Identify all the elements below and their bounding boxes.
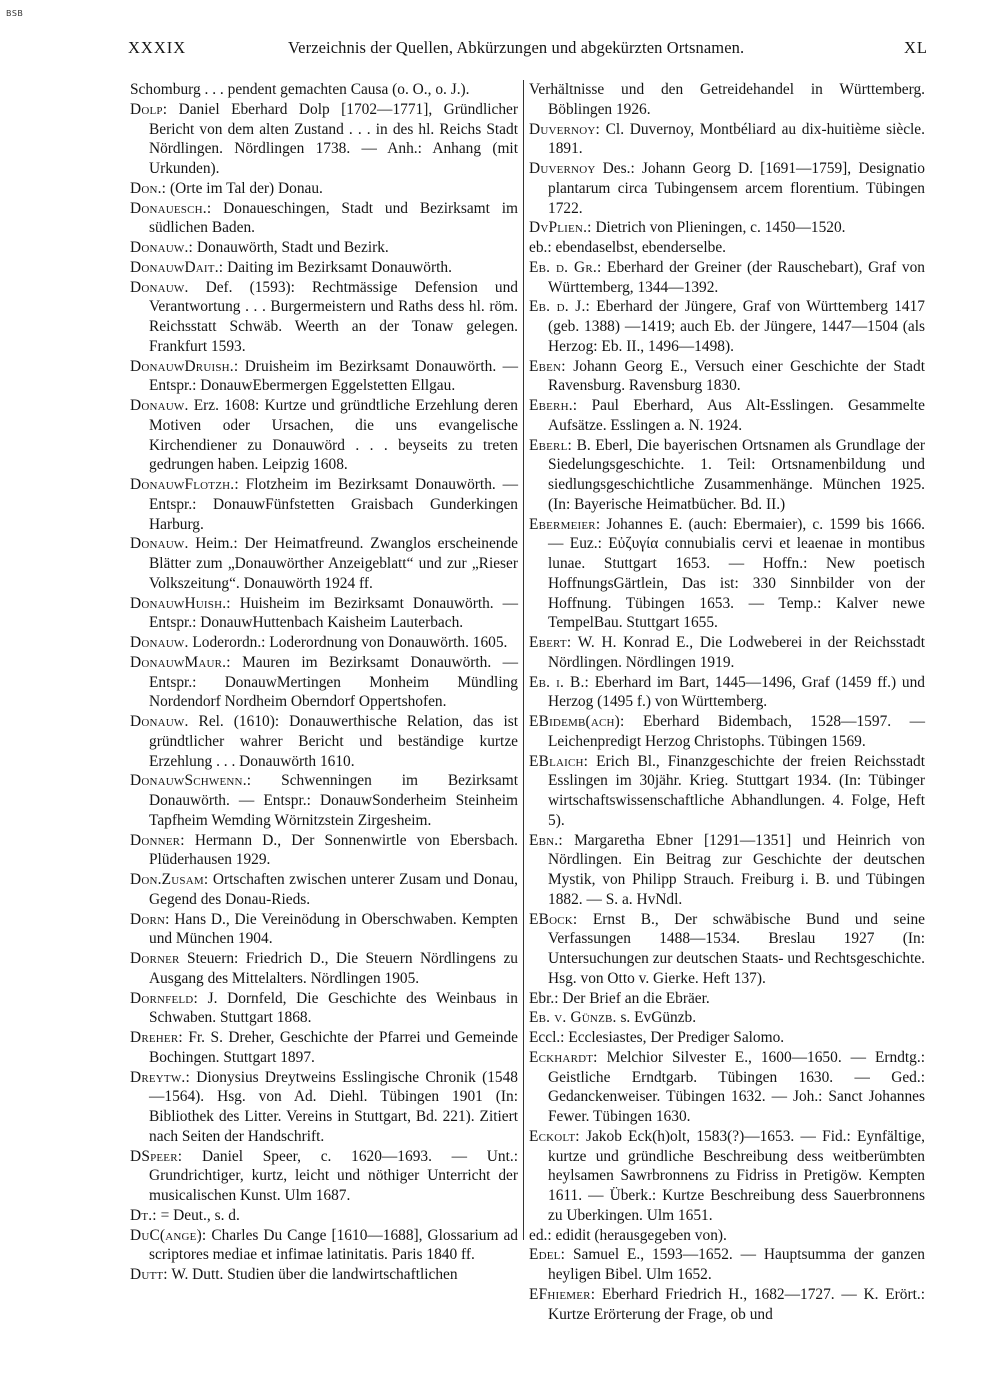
entry-abbreviation: Eb. d. J.: xyxy=(529,298,590,316)
entry-text: Daiting im Bezirksamt Donauwörth. xyxy=(223,258,452,276)
index-entry xyxy=(130,1226,518,1266)
entry-abbreviation: Ebn.: xyxy=(529,831,563,849)
entry-abbreviation: Duvernoy xyxy=(529,160,596,177)
index-entry xyxy=(130,653,518,712)
library-stamp: BSB xyxy=(6,9,24,18)
index-entry xyxy=(529,989,925,1009)
page-header xyxy=(128,38,928,60)
entry-abbreviation: Donauw. xyxy=(130,713,189,730)
entry-text: Cl. Duvernoy, Montbéliard au dix-huitième siècle. 1891. xyxy=(548,120,925,158)
entry-text: Erz. 1608: Kurtze und gründtliche Erzehlung deren Motiven oder Ursachen, die uns evangelische Kirchendiener zu Donauwörd . . . beyseits zu treten gedrungen haben. Leipzig 1608. xyxy=(149,397,518,474)
index-entry xyxy=(130,633,518,653)
index-entry xyxy=(529,80,925,120)
index-entry xyxy=(130,396,518,475)
entry-text: Hans D., Die Vereinödung in Oberschwaben. Kempten und München 1904. xyxy=(149,910,518,948)
entry-abbreviation: Donauw. xyxy=(130,397,189,414)
entry-text: Druisheim im Bezirksamt Donauwörth. — Entspr.: DonauwEbermergen Eggelstetten Ellgau. xyxy=(149,357,518,395)
entry-text: Charles Du Cange [1610—1688], Glossarium ad scriptores mediae et infimae latinitatis. Paris 1840 ff. xyxy=(149,1226,518,1264)
entry-abbreviation: Ebermeier: xyxy=(529,515,601,533)
entry-text: Eberhard Friedrich H., 1682—1727. — K. Erört.: Kurtze Erörterung der Frage, ob und xyxy=(548,1285,925,1323)
entry-abbreviation: Don.: xyxy=(130,179,167,197)
index-entry xyxy=(529,436,925,515)
index-entry xyxy=(529,1285,925,1325)
entry-text: Donauwörth, Stadt und Bezirk. xyxy=(193,239,389,256)
index-entry xyxy=(529,712,925,752)
entry-text: Donaueschingen, Stadt und Bezirksamt im südlichen Baden. xyxy=(149,199,518,237)
running-title: Verzeichnis der Quellen, Abkürzungen und abgekürzten Ortsnamen. xyxy=(288,38,745,57)
entry-abbreviation: Eberl: xyxy=(529,436,572,454)
entry-text: Mauren im Bezirksamt Donauwörth. — Entspr.: DonauwMertingen Monheim Mündling Nordendorf Nordheim Oberndorf Oppertshofen. xyxy=(149,653,518,711)
index-entry xyxy=(130,870,518,910)
entry-text: W. Dutt. Studien über die landwirtschaftlichen xyxy=(167,1266,458,1283)
entry-abbreviation: Don.Zusam: xyxy=(130,871,209,888)
entry-text: Johannes E. (auch: Ebermaier), c. 1599 bis 1666. — Euz.: Εὐζυγία connubialis cervi et leaenae in montibus lunae. Stuttgart 1653. — Hoffn.: New poetisch HoffnungsGärtlein, Das ist: 330 Sinnbilder von der Hoffnung. Tübingen 1653. — Temp.: Kalver newe TempelBau. Stuttgart 1655. xyxy=(548,515,925,632)
entry-abbreviation: Dornfeld: xyxy=(130,989,198,1007)
entry-text: Schomburg . . . pendent gemachten Causa (o. O., o. J.). xyxy=(130,81,470,98)
entry-text: Eberhard der Jüngere, Graf von Württemberg 1417 (geb. 1388) —1419; auch Eb. der Jüngere, 1447—1504 (als Herzog: Eb. II., 1496—1498). xyxy=(548,298,925,355)
index-entry xyxy=(529,357,925,397)
entry-abbreviation: Eb. i. B.: xyxy=(529,673,589,691)
entry-text: Eccl.: Ecclesiastes, Der Prediger Salomo. xyxy=(529,1029,785,1046)
entry-text: Steuern: Friedrich D., Die Steuern Nördlingens zu Ausgang des Mittelalters. Nördlingen 1905. xyxy=(149,950,518,987)
index-entry xyxy=(130,258,518,278)
entry-text: Des.: Johann Georg D. [1691—1759], Designatio plantarum circa Tubingensem arcem florentium. Tübingen 1722. xyxy=(548,160,925,217)
entry-text: Eberhard der Greiner (der Rauschebart), Graf von Württemberg, 1344—1392. xyxy=(548,258,925,296)
entry-abbreviation: Dreher: xyxy=(130,1029,183,1046)
entry-text: Fr. S. Dreher, Geschichte der Pfarrei und Gemeinde Bochingen. Stuttgart 1897. xyxy=(149,1029,518,1066)
index-entry xyxy=(529,297,925,356)
entry-text: Rel. (1610): Donauwerthische Relation, das ist gründtlicher wahrer Bericht und beständige kurtze Erzehlung . . . Donauwörth 1610. xyxy=(149,713,518,770)
entry-abbreviation: Donauw. xyxy=(130,535,189,553)
column-divider xyxy=(523,80,524,1240)
entry-text: Daniel Eberhard Dolp [1702—1771], Gründlicher Bericht von dem alten Zustand . . . in des hl. Reichs Stadt Nördlingen. Nördlingen 1738. — Anh.: Anhang (mit Urkunden). xyxy=(149,100,518,177)
index-entry xyxy=(130,238,518,258)
entry-abbreviation: DSpeer: xyxy=(130,1147,183,1165)
index-entry xyxy=(529,831,925,910)
entry-abbreviation: Eb. v. Günzb. xyxy=(529,1009,617,1027)
index-entry xyxy=(130,1068,518,1147)
entry-text: Def. (1593): Rechtmässige Defension und Verantwortung . . . Burgermeistern und Raths dess hl. röm. Reichsstatt Schwäb. Weerth an der Tonaw gelegen. Frankfurt 1593. xyxy=(149,278,518,355)
entry-abbreviation: Eberh.: xyxy=(529,397,578,414)
entry-text: W. H. Konrad E., Die Lodweberei in der Reichsstadt Nördlingen. Nördlingen 1919. xyxy=(548,634,925,671)
entry-abbreviation: DonauwDruish.: xyxy=(130,357,239,375)
entry-text: Paul Eberhard, Aus Alt-Esslingen. Gesammelte Aufsätze. Esslingen a. N. 1924. xyxy=(548,397,925,434)
page-number-right: XL xyxy=(904,38,928,57)
index-entry xyxy=(529,673,925,713)
entry-text: Verhältnisse und den Getreidehandel in Württemberg. Böblingen 1926. xyxy=(529,81,925,118)
index-entry xyxy=(529,218,925,238)
entry-abbreviation: Dutt: xyxy=(130,1266,168,1283)
entry-text: Loderordn.: Loderordnung von Donauwörth. 1605. xyxy=(188,634,508,651)
index-entry xyxy=(130,771,518,830)
entry-text: Eberhard Bidembach, 1528—1597. — Leichenpredigt Herzog Christophs. Tübingen 1569. xyxy=(548,713,925,750)
right-column xyxy=(529,80,925,1324)
entry-abbreviation: DonauwHuish.: xyxy=(130,594,231,612)
entry-abbreviation: EBlaich: xyxy=(529,752,589,770)
entry-abbreviation: Donauw. xyxy=(130,278,189,296)
entry-text: Samuel E., 1593—1652. — Hauptsumma der ganzen heyligen Bibel. Ulm 1652. xyxy=(548,1246,925,1283)
index-entry xyxy=(529,396,925,436)
index-entry xyxy=(529,159,925,218)
entry-text: Ortschaften zwischen unterer Zusam und Donau, Gegend des Donau-Rieds. xyxy=(149,871,518,908)
entry-abbreviation: Donauesch.: xyxy=(130,199,212,217)
index-entry xyxy=(130,1265,518,1285)
entry-text: = Deut., s. d. xyxy=(156,1206,240,1224)
entry-abbreviation: Ebert: xyxy=(529,634,572,651)
index-entry xyxy=(130,1206,518,1226)
index-entry xyxy=(130,80,518,100)
index-entry xyxy=(130,179,518,199)
entry-abbreviation: Eb. d. Gr.: xyxy=(529,258,602,276)
entry-text: J. Dornfeld, Die Geschichte des Weinbaus in Schwaben. Stuttgart 1868. xyxy=(149,989,518,1027)
entry-abbreviation: Dreytw.: xyxy=(130,1068,190,1086)
entry-text: Huisheim im Bezirksamt Donauwörth. — Entspr.: DonauwHuttenbach Kaisheim Lauterbach. xyxy=(149,594,518,632)
entry-abbreviation: DonauwDait.: xyxy=(130,258,224,276)
index-entry xyxy=(529,1245,925,1285)
index-entry xyxy=(529,120,925,160)
entry-abbreviation: Eckhardt: xyxy=(529,1048,598,1066)
index-entry xyxy=(529,752,925,831)
entry-text: Ebr.: Der Brief an die Ebräer. xyxy=(529,989,710,1007)
entry-abbreviation: Duvernoy: xyxy=(529,120,600,138)
entry-text: Heim.: Der Heimatfreund. Zwanglos erscheinende Blätter zum „Donauwörther Anzeigeblatt“ und zur „Rieser Volkszeitung“. Donauwörth 1924 ff. xyxy=(149,535,518,592)
entry-text: Erich Bl., Finanzgeschichte der freien Reichsstadt Esslingen im 30jähr. Krieg. Stuttgart 1934. (In: Tübinger wirtschaftswissenschaftliche Abhandlungen. 4. Folge, Heft 5). xyxy=(548,752,925,829)
index-entry xyxy=(529,238,925,258)
left-column xyxy=(130,80,518,1285)
entry-text: Dionysius Dreytweins Esslingische Chronik (1548—1564). Hsg. von Ad. Diehl. Tübingen 1901 (In: Bibliothek des Litter. Vereins in Stuttgart, Bd. 221). Zitiert nach Seiten der Handschrift. xyxy=(149,1068,518,1145)
index-entry xyxy=(130,278,518,357)
index-entry xyxy=(130,1147,518,1206)
index-entry xyxy=(529,258,925,298)
entry-abbreviation: Eckolt: xyxy=(529,1127,580,1145)
index-entry xyxy=(130,534,518,593)
entry-abbreviation: Dorner xyxy=(130,950,180,967)
entry-text: s. EvGünzb. xyxy=(616,1009,697,1027)
entry-text: Margaretha Ebner [1291—1351] und Heinrich von Nördlingen. Ein Beitrag zur Geschichte der deutschen Mystik, von Philipp Strauch. Freiburg i. B. und Tübingen 1882. — S. a. HvNdl. xyxy=(548,831,925,908)
entry-text: Daniel Speer, c. 1620—1693. — Unt.: Grundrichtiger, kurtz, leicht und nöthiger Unterricht der musicalischen Kunst. Ulm 1687. xyxy=(149,1147,518,1204)
entry-abbreviation: DvPlien.: xyxy=(529,219,592,237)
entry-abbreviation: Dt.: xyxy=(130,1206,157,1224)
entry-text: ed.: edidit (herausgegeben von). xyxy=(529,1226,727,1244)
entry-text: Ernst B., Der schwäbische Bund und seine Verfassungen 1488—1534. Breslau 1927 (In: Untersuchungen zur deutschen Staats- und Rechtsgeschichte. Hsg. von Otto v. Gierke. Heft 137). xyxy=(548,910,925,987)
index-entry xyxy=(130,949,518,989)
entry-abbreviation: Donauw.: xyxy=(130,239,193,256)
index-entry xyxy=(529,910,925,989)
entry-abbreviation: Donauw. xyxy=(130,634,189,651)
index-entry xyxy=(130,357,518,397)
entry-abbreviation: Dorn: xyxy=(130,910,170,928)
entry-text: Hermann D., Der Sonnenwirtle von Ebersbach. Plüderhausen 1929. xyxy=(149,831,518,869)
index-entry xyxy=(130,831,518,871)
index-entry xyxy=(130,1028,518,1068)
index-entry xyxy=(130,910,518,950)
index-entry xyxy=(130,100,518,179)
entry-text: B. Eberl, Die bayerischen Ortsnamen als Grundlage der Siedelungsgeschichte. 1. Teil: Ortsnamenbildung und siedlungsgeschichtliche Zusammenhänge. München 1925. (In: Bayerische Heimatbücher. Bd. II.) xyxy=(548,436,925,513)
entry-abbreviation: Dolp: xyxy=(130,100,168,118)
index-entry xyxy=(130,989,518,1029)
entry-abbreviation: Eben: xyxy=(529,357,566,375)
entry-abbreviation: Edel: xyxy=(529,1246,566,1264)
entry-text: Melchior Silvester E., 1600—1650. — Erndtg.: Geistliche Erndtgarb. Tübingen 1630. — Ged.: Gedanckenweiser. Tübingen 1632. — Joh.: Sanct Johannes Fewer. Tübingen 1630. xyxy=(548,1048,925,1125)
entry-text: Jakob Eck(h)olt, 1583(?)—1653. — Fid.: Eynfältige, kurtze und gründliche Beschreibung dess weitberümbten heylsamen Sawrbronnens zu Fidriss in Pretigöw. Kempten 1611. — Überk.: Kurtze Beschreibung dess Sauerbronnens zu Uberkingen. Ulm 1651. xyxy=(548,1127,925,1224)
entry-text: eb.: ebendaselbst, ebenderselbe. xyxy=(529,239,727,256)
entry-abbreviation: EFhiemer: xyxy=(529,1285,596,1303)
index-entry xyxy=(529,515,925,634)
entry-abbreviation: Donner: xyxy=(130,831,185,849)
index-entry xyxy=(529,1028,925,1048)
index-entry xyxy=(529,633,925,673)
index-entry xyxy=(130,475,518,534)
index-entry xyxy=(130,712,518,771)
entry-text: Schwenningen im Bezirksamt Donauwörth. — Entspr.: DonauwSonderheim Steinheim Tapfheim Wemding Wörnitzstein Zirgesheim. xyxy=(149,772,518,829)
entry-text: Eberhard im Bart, 1445—1496, Graf (1459 ff.) und Herzog (1495 f.) von Württemberg. xyxy=(548,673,925,711)
entry-abbreviation: DonauwSchwenn.: xyxy=(130,772,252,790)
entry-text: Flotzheim im Bezirksamt Donauwörth. — Entspr.: DonauwFünfstetten Graisbach Gunderkingen Harburg. xyxy=(149,476,518,533)
index-entry xyxy=(130,594,518,634)
index-entry xyxy=(529,1226,925,1246)
entry-abbreviation: DuC(ange): xyxy=(130,1226,207,1244)
entry-text: Johann Georg E., Versuch einer Geschichte der Stadt Ravensburg. Ravensburg 1830. xyxy=(548,357,925,395)
index-entry xyxy=(529,1008,925,1028)
entry-abbreviation: DonauwFlotzh.: xyxy=(130,476,239,493)
index-entry xyxy=(130,199,518,239)
entry-abbreviation: EBock: xyxy=(529,910,578,928)
entry-abbreviation: EBidemb(ach): xyxy=(529,713,625,730)
entry-abbreviation: DonauwMaur.: xyxy=(130,653,231,671)
page-number-left: XXXIX xyxy=(128,38,187,57)
entry-text: (Orte im Tal der) Donau. xyxy=(166,179,323,197)
entry-text: Dietrich von Plieningen, c. 1450—1520. xyxy=(591,219,846,237)
index-entry xyxy=(529,1127,925,1226)
index-entry xyxy=(529,1048,925,1127)
